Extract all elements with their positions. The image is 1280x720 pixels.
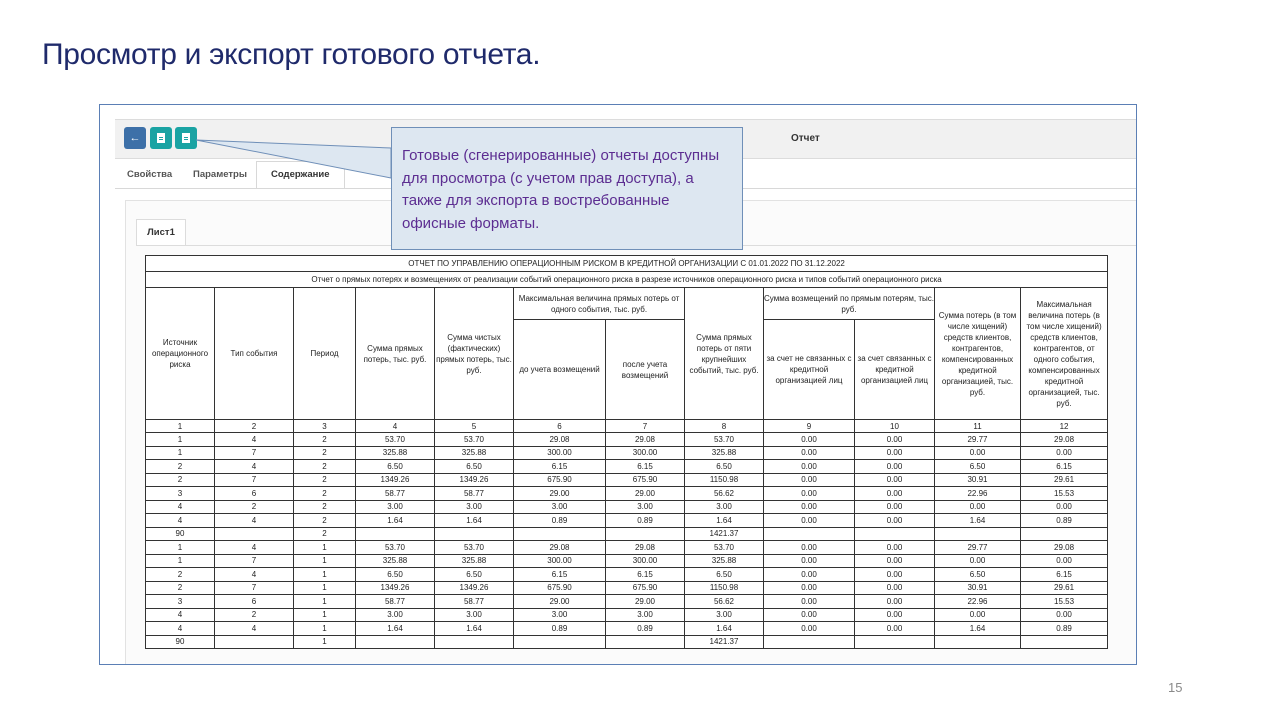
- table-cell: 7: [215, 554, 294, 568]
- table-cell: 300.00: [514, 554, 606, 568]
- tab-parameters[interactable]: Параметры: [193, 169, 247, 180]
- table-cell: 29.08: [514, 541, 606, 555]
- table-cell: 6.15: [514, 568, 606, 582]
- table-cell: 6.15: [606, 568, 685, 582]
- table-cell: 22.96: [935, 595, 1021, 609]
- table-cell: 1: [294, 554, 356, 568]
- table-cell: 53.70: [356, 433, 435, 447]
- table-cell: 1.64: [935, 514, 1021, 528]
- table-cell: 58.77: [435, 487, 514, 501]
- table-cell: 53.70: [685, 541, 764, 555]
- table-cell: 30.91: [935, 581, 1021, 595]
- table-cell: 29.08: [606, 433, 685, 447]
- table-cell: 0.00: [855, 473, 935, 487]
- table-cell: 1349.26: [435, 581, 514, 595]
- header-after-comp: после учета возмещений: [606, 320, 685, 420]
- table-cell: 4: [146, 500, 215, 514]
- table-cell: 1: [294, 541, 356, 555]
- table-cell: 6.50: [685, 460, 764, 474]
- table-cell: 3: [146, 595, 215, 609]
- table-cell: 15.53: [1021, 487, 1108, 501]
- table-cell: 53.70: [685, 433, 764, 447]
- table-cell: 0.00: [935, 446, 1021, 460]
- table-cell: 1: [146, 446, 215, 460]
- table-cell: 325.88: [435, 446, 514, 460]
- table-cell: 2: [146, 460, 215, 474]
- table-cell: 3.00: [435, 500, 514, 514]
- table-cell: 1.64: [935, 622, 1021, 636]
- table-cell: 4: [215, 514, 294, 528]
- table-cell: 56.62: [685, 487, 764, 501]
- column-number: 8: [685, 420, 764, 433]
- table-cell: 58.77: [356, 595, 435, 609]
- table-cell: 6.50: [356, 460, 435, 474]
- table-cell: 29.77: [935, 433, 1021, 447]
- table-cell: 90: [146, 527, 215, 541]
- table-cell: 1421.37: [685, 527, 764, 541]
- column-number: 7: [606, 420, 685, 433]
- table-cell: 0.00: [855, 622, 935, 636]
- table-cell: 1349.26: [356, 473, 435, 487]
- table-cell: 4: [215, 568, 294, 582]
- table-cell: 2: [294, 473, 356, 487]
- header-before-comp: до учета возмещений: [514, 320, 606, 420]
- table-cell: 1150.98: [685, 581, 764, 595]
- table-cell: 1349.26: [435, 473, 514, 487]
- column-number: 4: [356, 420, 435, 433]
- table-cell: 675.90: [514, 473, 606, 487]
- table-cell: 0.00: [935, 500, 1021, 514]
- table-cell: 4: [215, 541, 294, 555]
- table-cell: 1.64: [356, 622, 435, 636]
- table-cell: 29.61: [1021, 473, 1108, 487]
- tab-properties[interactable]: Свойства: [127, 169, 173, 180]
- table-cell: 6: [215, 487, 294, 501]
- table-cell: 0.00: [855, 595, 935, 609]
- table-cell: 6: [215, 595, 294, 609]
- table-cell: 300.00: [606, 446, 685, 460]
- table-cell: 1: [146, 541, 215, 555]
- column-number: 2: [215, 420, 294, 433]
- table-cell: 3.00: [356, 500, 435, 514]
- sheet-tab[interactable]: Лист1: [136, 219, 186, 246]
- table-cell: 2: [294, 514, 356, 528]
- table-cell: 29.08: [1021, 433, 1108, 447]
- header-compensation: Сумма возмещений по прямым потерям, тыс. руб.: [764, 288, 935, 320]
- arrow-left-icon: ←: [129, 132, 141, 144]
- table-cell: 325.88: [356, 446, 435, 460]
- column-number: 3: [294, 420, 356, 433]
- table-cell: 1421.37: [685, 635, 764, 649]
- table-cell: 53.70: [435, 433, 514, 447]
- table-cell: 1: [294, 635, 356, 649]
- table-cell: 3.00: [685, 608, 764, 622]
- table-cell: 2: [146, 581, 215, 595]
- table-cell: 6.50: [685, 568, 764, 582]
- column-number: 11: [935, 420, 1021, 433]
- report-title: ОТЧЕТ ПО УПРАВЛЕНИЮ ОПЕРАЦИОННЫМ РИСКОМ В КРЕДИТНОЙ ОРГАНИЗАЦИИ С 01.01.2022 ПО 31.12.2022: [146, 256, 1108, 272]
- header-theft-max: Максимальная величина потерь (в том числе хищений) средств клиентов, контрагентов, от одного события, компенсированных кредитной организацией, тыс. руб.: [1021, 288, 1108, 420]
- table-cell: 56.62: [685, 595, 764, 609]
- table-cell: 3.00: [606, 500, 685, 514]
- header-comp-related: за счет связанных с кредитной организацией лиц: [855, 320, 935, 420]
- table-cell: 300.00: [514, 446, 606, 460]
- table-cell: 0.00: [764, 433, 855, 447]
- table-cell: 1: [294, 622, 356, 636]
- header-max-single: Максимальная величина прямых потерь от одного события, тыс. руб.: [514, 288, 685, 320]
- table-cell: 0.00: [855, 460, 935, 474]
- table-cell: 0.00: [855, 446, 935, 460]
- table-cell: 0.00: [764, 514, 855, 528]
- table-cell: 58.77: [356, 487, 435, 501]
- table-cell: 0.00: [1021, 446, 1108, 460]
- table-cell: 6.15: [1021, 460, 1108, 474]
- table-cell: 0.00: [764, 595, 855, 609]
- table-cell: 1: [294, 608, 356, 622]
- tab-content[interactable]: Содержание: [256, 161, 345, 188]
- table-cell: 325.88: [685, 554, 764, 568]
- table-cell: 0.00: [1021, 608, 1108, 622]
- table-cell: 0.00: [935, 554, 1021, 568]
- table-cell: 29.08: [514, 433, 606, 447]
- table-cell: 325.88: [435, 554, 514, 568]
- table-cell: 6.50: [935, 460, 1021, 474]
- table-cell: 325.88: [685, 446, 764, 460]
- table-cell: 7: [215, 473, 294, 487]
- table-cell: 90: [146, 635, 215, 649]
- table-cell: 325.88: [356, 554, 435, 568]
- table-cell: 53.70: [435, 541, 514, 555]
- table-cell: 4: [146, 514, 215, 528]
- table-cell: 30.91: [935, 473, 1021, 487]
- table-cell: 2: [215, 608, 294, 622]
- table-cell: 0.00: [764, 622, 855, 636]
- table-cell: 0.00: [764, 446, 855, 460]
- table-cell: 2: [294, 446, 356, 460]
- column-number: 6: [514, 420, 606, 433]
- table-cell: 4: [215, 460, 294, 474]
- table-cell: 58.77: [435, 595, 514, 609]
- table-cell: 7: [215, 581, 294, 595]
- table-cell: 0.89: [1021, 514, 1108, 528]
- table-cell: 675.90: [606, 581, 685, 595]
- table-cell: 0.00: [1021, 554, 1108, 568]
- table-cell: 4: [146, 622, 215, 636]
- table-cell: 2: [294, 433, 356, 447]
- header-period: Период: [294, 288, 356, 420]
- table-cell: 29.08: [1021, 541, 1108, 555]
- table-cell: 2: [294, 500, 356, 514]
- table-cell: 0.00: [855, 568, 935, 582]
- header-top5: Сумма прямых потерь от пяти крупнейших событий, тыс. руб.: [685, 288, 764, 420]
- table-cell: 675.90: [606, 473, 685, 487]
- table-cell: 0.00: [935, 608, 1021, 622]
- column-number: 9: [764, 420, 855, 433]
- table-cell: 29.00: [514, 595, 606, 609]
- table-cell: 0.00: [855, 554, 935, 568]
- table-cell: 7: [215, 446, 294, 460]
- table-cell: 0.00: [764, 487, 855, 501]
- header-theft-sum: Сумма потерь (в том числе хищений) средств клиентов, контрагентов, компенсированных кредитной организацией, тыс. руб.: [935, 288, 1021, 420]
- header-source: Источник операционного риска: [146, 288, 215, 420]
- table-cell: 4: [146, 608, 215, 622]
- table-cell: 1.64: [685, 514, 764, 528]
- table-cell: 6.15: [606, 460, 685, 474]
- table-cell: 29.00: [606, 487, 685, 501]
- table-cell: 29.00: [606, 595, 685, 609]
- table-cell: 1150.98: [685, 473, 764, 487]
- table-cell: 2: [294, 487, 356, 501]
- table-cell: 675.90: [514, 581, 606, 595]
- table-cell: 3.00: [514, 608, 606, 622]
- table-cell: 29.00: [514, 487, 606, 501]
- table-cell: 22.96: [935, 487, 1021, 501]
- report-subtitle: Отчет о прямых потерях и возмещениях от реализации событий операционного риска в разрезе источников операционного риска и типов событий операционного риска: [146, 272, 1108, 288]
- table-cell: 6.50: [435, 460, 514, 474]
- table-cell: 0.00: [855, 487, 935, 501]
- table-cell: 1: [294, 581, 356, 595]
- table-cell: 0.00: [1021, 500, 1108, 514]
- table-cell: 300.00: [606, 554, 685, 568]
- table-cell: 0.89: [606, 622, 685, 636]
- table-cell: 0.00: [764, 608, 855, 622]
- window-title: Отчет: [791, 133, 820, 144]
- column-number: 1: [146, 420, 215, 433]
- table-cell: 0.00: [855, 608, 935, 622]
- table-cell: 0.00: [764, 581, 855, 595]
- table-cell: 29.61: [1021, 581, 1108, 595]
- table-cell: 0.89: [514, 514, 606, 528]
- table-cell: 6.50: [935, 568, 1021, 582]
- table-cell: 29.77: [935, 541, 1021, 555]
- table-cell: 0.89: [1021, 622, 1108, 636]
- column-number: 12: [1021, 420, 1108, 433]
- callout-pointer-shape: [196, 140, 391, 178]
- table-cell: 0.00: [764, 554, 855, 568]
- table-cell: 1.64: [435, 514, 514, 528]
- table-cell: 3.00: [435, 608, 514, 622]
- table-cell: 0.00: [855, 541, 935, 555]
- table-cell: 0.89: [606, 514, 685, 528]
- header-net-losses: Сумма чистых (фактических) прямых потерь, тыс. руб.: [435, 288, 514, 420]
- table-cell: 3: [146, 487, 215, 501]
- table-cell: 4: [215, 433, 294, 447]
- table-cell: 3.00: [514, 500, 606, 514]
- table-cell: 3.00: [356, 608, 435, 622]
- header-comp-unrelated: за счет не связанных с кредитной организацией лиц: [764, 320, 855, 420]
- table-cell: 6.15: [1021, 568, 1108, 582]
- table-cell: 53.70: [356, 541, 435, 555]
- table-cell: 1: [146, 433, 215, 447]
- header-event-type: Тип события: [215, 288, 294, 420]
- table-cell: 4: [215, 622, 294, 636]
- table-cell: 1: [146, 554, 215, 568]
- table-cell: 0.00: [855, 433, 935, 447]
- table-cell: 1349.26: [356, 581, 435, 595]
- slide-title: Просмотр и экспорт готового отчета.: [42, 38, 541, 71]
- table-cell: 0.89: [514, 622, 606, 636]
- table-cell: 2: [146, 473, 215, 487]
- table-cell: 1.64: [685, 622, 764, 636]
- page-number: 15: [1168, 680, 1183, 695]
- table-cell: 2: [294, 460, 356, 474]
- table-cell: 0.00: [855, 581, 935, 595]
- table-cell: 0.00: [855, 514, 935, 528]
- table-cell: 2: [146, 568, 215, 582]
- table-cell: 6.50: [356, 568, 435, 582]
- table-cell: 0.00: [764, 568, 855, 582]
- callout: Готовые (сгенерированные) отчеты доступны для просмотра (с учетом прав доступа), а также для экспорта в востребованные офисные форматы.: [391, 127, 743, 250]
- table-cell: 0.00: [764, 460, 855, 474]
- table-cell: 1: [294, 568, 356, 582]
- header-direct-losses: Сумма прямых потерь, тыс. руб.: [356, 288, 435, 420]
- column-number: 5: [435, 420, 514, 433]
- table-cell: 1.64: [435, 622, 514, 636]
- table-cell: 0.00: [764, 541, 855, 555]
- table-cell: 29.08: [606, 541, 685, 555]
- table-cell: 2: [215, 500, 294, 514]
- column-number: 10: [855, 420, 935, 433]
- table-cell: 0.00: [764, 500, 855, 514]
- table-cell: 0.00: [855, 500, 935, 514]
- table-cell: 0.00: [764, 473, 855, 487]
- table-cell: 15.53: [1021, 595, 1108, 609]
- table-cell: 6.15: [514, 460, 606, 474]
- table-cell: 2: [294, 527, 356, 541]
- table-cell: 3.00: [685, 500, 764, 514]
- table-cell: 1: [294, 595, 356, 609]
- table-cell: 1.64: [356, 514, 435, 528]
- table-cell: 6.50: [435, 568, 514, 582]
- table-cell: 3.00: [606, 608, 685, 622]
